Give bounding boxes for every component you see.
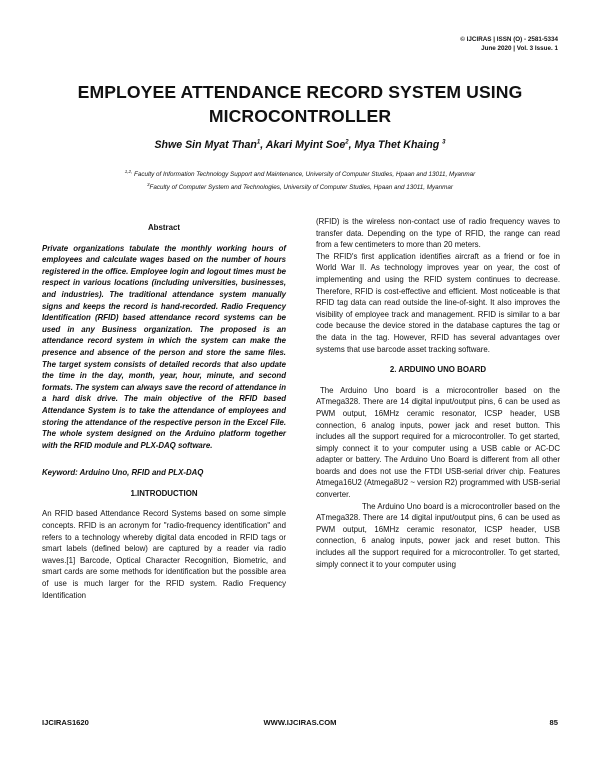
title-line-2: MICROCONTROLLER: [208, 106, 392, 126]
rfid-paragraph-2: The RFID's first application identifies aircraft as a friend or foe in World War II. As technology improves year on year, the cost of implementing and using the RFID system continues to decrease. Therefore, RFID is cost-effective and efficient. Most noticeable is that RFID tag data can read outside the line-of-sight. It also improves the visibility of employee track and management. RFID is similar to a bar code because the device stored in the database captures the tag or the data in the tag. However, RFID has several advantages over systems that use barcode asset tracking software.: [316, 251, 560, 354]
journal-header: [460, 35, 558, 53]
affiliation-1: [40, 167, 560, 180]
left-column: [42, 216, 286, 601]
footer-paper-id: IJCIRAS1620: [42, 718, 89, 727]
author-list: Shwe Sin Myat Than$^1$, Akari Myint Soe$^2$, Mya Thet Khaing $^3$: [154, 139, 446, 151]
page-number: 85: [549, 718, 558, 727]
intro-text: An RFID based Attendance Record Systems based on some simple concepts. RFID is an acronym for "radio-frequency identification" and refers to a technology whereby digital data encoded in RFID tags or smart labels (defined below) are captured by a reader via radio waves.[1] Barcode, Optical Character Recognition, Biometric, and smart cards are some methods for identification but the possible area of use is much larger for the RFID system. Radio Frequency Identification: [42, 509, 286, 600]
rfid-paragraph-1: (RFID) is the wireless non-contact use of radio frequency waves to transfer data. Depending on the type of RFID, the range can read from a few centimeters to more than 20 meters.: [316, 217, 560, 250]
affiliation-2-text: Faculty of Computer System and Technologies, University of Computer Studies, Hpaan and 13011, Myanmar: [149, 184, 453, 192]
abstract-heading: Abstract: [147, 223, 180, 232]
right-column: [316, 216, 560, 570]
issn-line: © IJCIRAS | ISSN (O) - 2581-5334: [460, 36, 558, 43]
affiliation-1-text: Faculty of Information Technology Support and Maintenance, University of Computer Studies, Hpaan and 13011, Myanmar: [133, 171, 476, 179]
title-line-1: EMPLOYEE ATTENDANCE RECORD SYSTEM USING: [77, 82, 523, 102]
affiliation-2-sup: 3: [147, 182, 150, 188]
paper-title: [40, 80, 560, 128]
affiliation-2: [40, 180, 560, 193]
arduino-paragraph-2: The Arduino Uno board is a microcontroller based on the ATmega328. There are 14 digital input/output pins, 6 can be used as PWM output, 16MHz ceramic resonator, ICSP header, USB connection, 6 analog inputs, power jack and reset button. This includes all the support required for a microcontroller. To get started, simply connect it to your computer using: [316, 501, 560, 569]
affiliation-1-sup: 1,2,: [124, 169, 133, 174]
author-1-sup: 1: [256, 139, 261, 146]
intro-heading: 1.INTRODUCTION: [130, 488, 198, 498]
author-1: Shwe Sin Myat Than: [154, 139, 257, 151]
footer-website: WWW.IJCIRAS.COM: [263, 718, 337, 727]
author-3: Mya Thet Khaing: [354, 139, 440, 151]
author-3-sup: 3: [442, 139, 446, 146]
abstract-text: Private organizations tabulate the monthly working hours of employees and calculate wages based on the number of hours registered in the office. Employee login and logout times must be respect in various locations (including universities, businesses, and industries). The traditional attendance system manually signs and keeps the record is hand-recorded. Radio Frequency Identification (RFID) based attendance record systems can be used in any Business organization. The proposed is an attendance record system in which the system can make the presence and absence of the person and store the same files. The target system consists of detailed records that also update the time in the day, month, year, hour, minute, and second formats. The system can always save the record of attendance in a hard disk drive. The main objective of the RFID based Attendance System is to take the attendance of employees and storing the attendance of the respective person in the Excel File. The whole system designed on the Arduino platform together with the RFID module and PLX-DAQ software.: [42, 243, 286, 450]
arduino-paragraph-1: The Arduino Uno board is a microcontroller based on the ATmega328. There are 14 digital input/output pins, 6 can be used as PWM output, 16MHz ceramic resonator, ICSP header, USB connection, 6 analog inputs, power jack and reset button. This includes all the support required for a microcontroller. To get started, simply connect it to your computer using a USB cable or AC-DC adapter or battery. The Arduino Uno Board is different from all other boards and does not use the FTDI USB-serial driver chip. Features Atmega16U2 (Atmega8U2 ~ version R2) programmed with USB-serial converter.: [316, 385, 560, 500]
affiliations: [40, 167, 560, 193]
author-2-sup: 2: [345, 139, 349, 146]
issue-line: June 2020 | Vol. 3 Issue. 1: [481, 45, 558, 52]
author-2: Akari Myint Soe: [265, 139, 346, 151]
arduino-heading: 2. ARDUINO UNO BOARD: [389, 365, 487, 375]
keywords: Keyword: Arduino Uno, RFID and PLX-DAQ: [42, 468, 204, 478]
